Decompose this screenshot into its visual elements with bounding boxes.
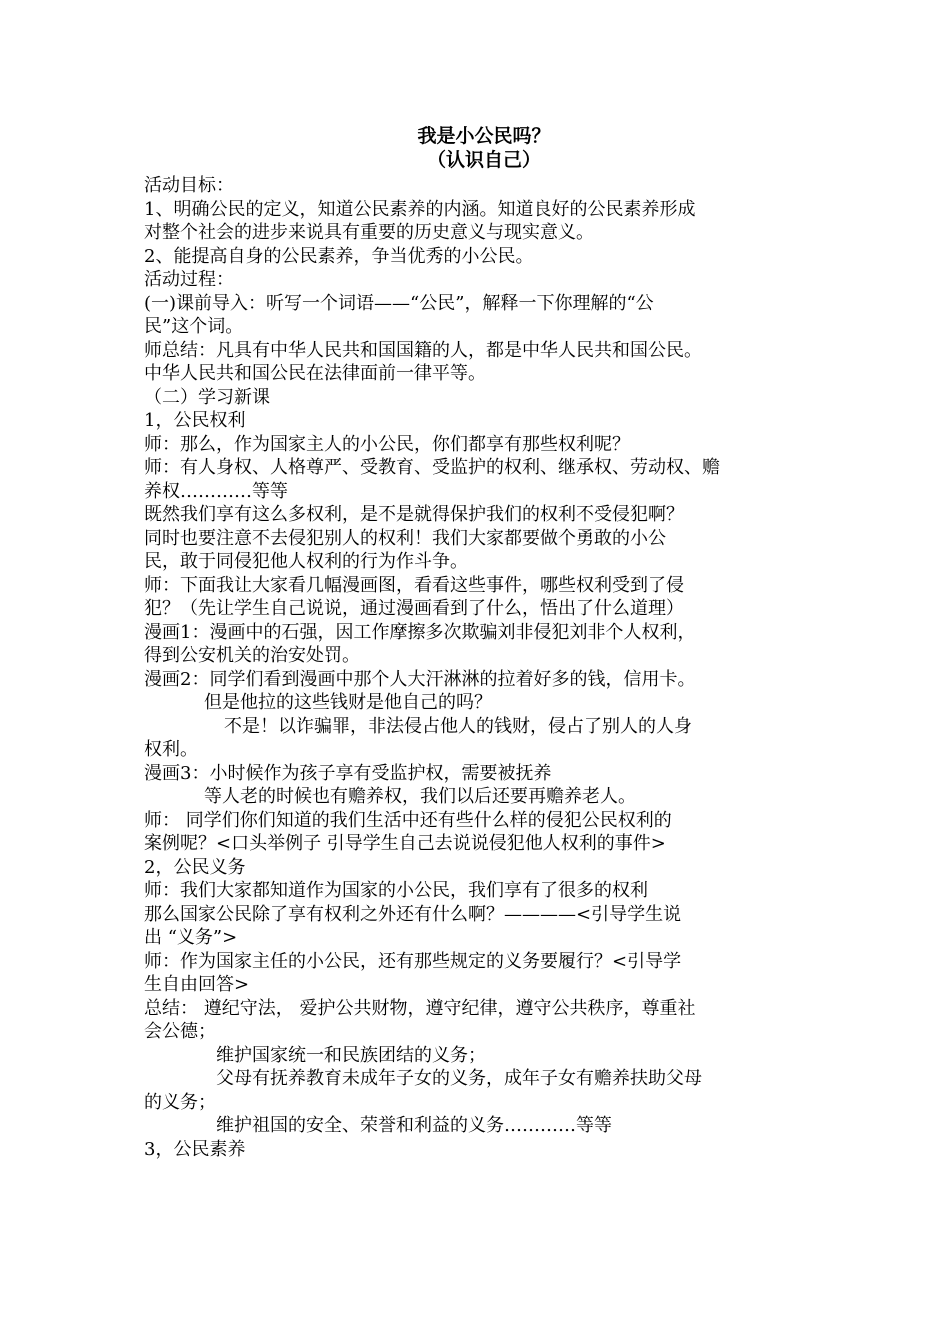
text-line: 维护国家统一和民族团结的义务； [216,1044,486,1066]
text-line: 1，公民权利 [144,410,246,431]
text-line: 维护祖国的安全、荣誉和利益的义务…………等等 [216,1115,612,1136]
text-line: （二）学习新课 [144,386,270,408]
text-line: 漫画2：同学们看到漫画中那个人大汗淋淋的拉着好多的钱，信用卡。 [144,668,696,690]
text-line: 2、能提高自身的公民素养，争当优秀的小公民。 [144,245,534,267]
text-line: 出 “义务”> [144,927,238,948]
text-line: 对整个社会的进步来说具有重要的历史意义与现实意义。 [144,222,594,243]
text-line: 既然我们享有这么多权利，是不是就得保护我们的权利不受侵犯啊？ [144,504,684,525]
text-line: 不是！以诈骗罪，非法侵占他人的钱财，侵占了别人的人身 [224,715,692,737]
text-line: 父母有抚养教育未成年子女的义务，成年子女有赡养扶助父母 [216,1068,702,1089]
document-title: 我是小公民吗？ [417,125,551,147]
text-line: 中华人民共和国公民在法律面前一律平等。 [144,363,486,384]
text-line: 师：下面我让大家看几幅漫画图，看看这些事件，哪些权利受到了侵 [144,574,684,596]
text-line: 活动目标： [144,175,234,196]
text-line: 会公德； [144,1021,216,1042]
text-line: 生自由回答> [144,974,250,995]
text-line: 的义务； [144,1091,216,1113]
text-line: 师：那么，作为国家主人的小公民，你们都享有那些权利呢？ [144,433,630,455]
document-body [144,174,824,1161]
text-line: 等人老的时候也有赡养权，我们以后还要再赡养老人。 [204,786,636,807]
text-line: 2，公民义务 [144,856,246,878]
text-line: 但是他拉的这些钱财是他自己的吗？ [204,692,492,713]
text-line: 漫画3：小时候作为孩子享有受监护权，需要被抚养 [144,762,552,784]
text-line: 师：作为国家主任的小公民，还有那些规定的义务要履行？<引导学 [144,950,682,972]
document-subtitle: （认识自己） [426,149,541,171]
text-line: 民”这个词。 [144,316,244,337]
text-line: 总结： 遵纪守法， 爱护公共财物，遵守纪律，遵守公共秩序，尊重社 [144,997,696,1019]
text-line: 犯？（先让学生自己说说，通过漫画看到了什么，悟出了什么道理） [144,598,684,619]
text-line: 3，公民素养 [144,1138,246,1160]
text-line: 师：有人身权、人格尊严、受教育、受监护的权利、继承权、劳动权、赡 [144,457,720,478]
text-line: 同时也要注意不去侵犯别人的权利！我们大家都要做个勇敢的小公 [144,527,666,549]
text-line: 那么国家公民除了享有权利之外还有什么啊？————<引导学生说 [144,903,682,925]
text-line: 得到公安机关的治安处罚。 [144,645,360,666]
text-line: 案例呢？<口头举例子 引导学生自己去说说侵犯他人权利的事件> [144,833,666,854]
text-line: 漫画1：漫画中的石强，因工作摩擦多次欺骗刘非侵犯刘非个人权利， [144,621,696,643]
text-line: 1、明确公民的定义，知道公民素养的内涵。知道良好的公民素养形成 [144,198,696,220]
text-line: (一)课前导入：听写一个词语——“公民”，解释一下你理解的“公 [144,292,654,314]
text-line: 师： 同学们你们知道的我们生活中还有些什么样的侵犯公民权利的 [144,809,672,831]
text-line: 民，敢于同侵犯他人权利的行为作斗争。 [144,551,468,572]
text-line: 权利。 [144,739,198,760]
text-line: 师：我们大家都知道作为国家的小公民，我们享有了很多的权利 [144,880,648,901]
text-line: 养权…………等等 [144,480,288,502]
text-line: 活动过程： [144,269,234,290]
text-line: 师总结：凡具有中华人民共和国国籍的人，都是中华人民共和国公民。 [144,339,702,361]
document-page [144,124,824,1161]
